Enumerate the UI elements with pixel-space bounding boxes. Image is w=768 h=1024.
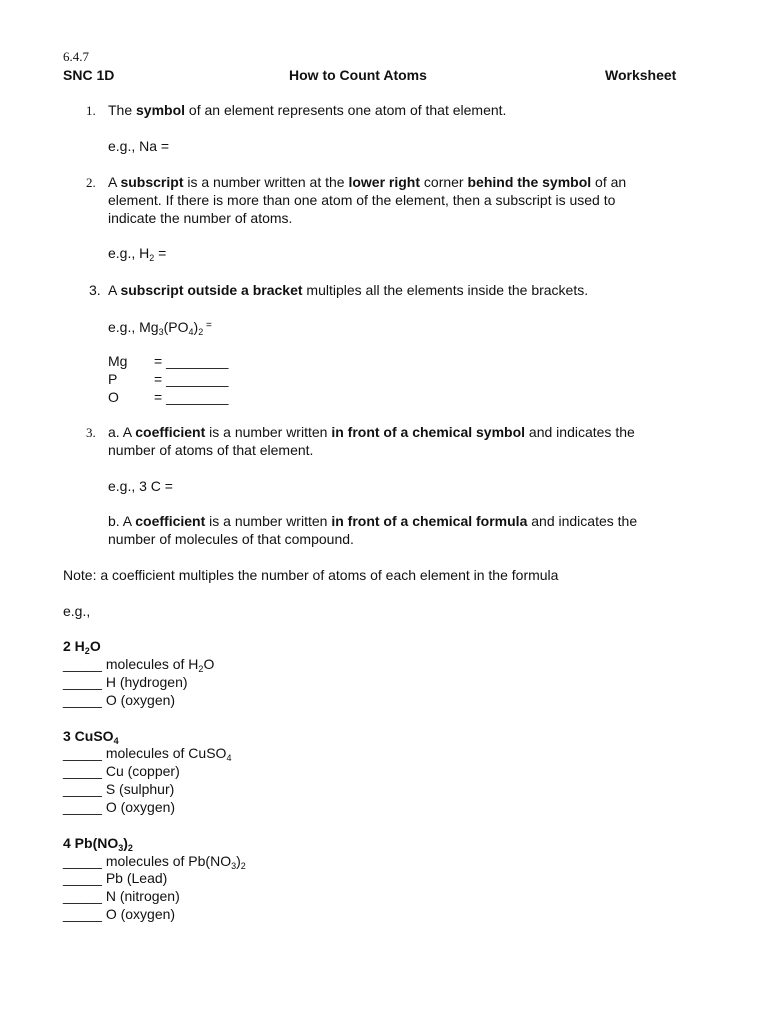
example-heading: 3 CuSO$_4$ xyxy=(63,728,119,746)
item-2-line-1: A subscript is a number written at the lower right corner behind the symbol of an xyxy=(108,174,627,190)
worksheet-code: 6.4.7 xyxy=(63,49,89,64)
note-text: Note: a coefficient multiples the number of atoms of each element in the formula xyxy=(63,567,559,583)
element-label: P xyxy=(108,371,118,387)
course-code: SNC 1D xyxy=(63,67,115,83)
item-4a-line-1: a. A coefficient is a number written in front of a chemical symbol and indicates the xyxy=(108,424,635,440)
answer-blank[interactable]: _____ xyxy=(63,870,102,886)
answer-blank[interactable]: _____ xyxy=(63,888,102,904)
item-4b-line-2: number of molecules of that compound. xyxy=(108,531,354,547)
item-number-4: 3. xyxy=(86,425,96,440)
item-number-2: 2. xyxy=(86,175,96,190)
item-3-example: e.g., $Mg_3(PO_4)_2$ = xyxy=(108,319,212,337)
molecules-line: _____ molecules of $H_2O$ xyxy=(63,656,215,674)
atom-count-line: _____ S (sulphur) xyxy=(63,781,175,797)
example-label: e.g., xyxy=(63,603,91,619)
item-2-line-3: indicate the number of atoms. xyxy=(108,210,293,226)
answer-blank[interactable]: = ________ xyxy=(154,353,229,369)
answer-blank[interactable]: _____ xyxy=(63,745,102,761)
atom-count-line: _____ Cu (copper) xyxy=(63,763,180,779)
answer-blank[interactable]: _____ xyxy=(63,853,102,869)
example-heading: 2 $H_2O$ xyxy=(63,638,101,656)
atom-count-line: _____ N (nitrogen) xyxy=(63,888,180,904)
item-number-3: 3. xyxy=(89,282,101,298)
answer-blank[interactable]: = ________ xyxy=(154,389,229,405)
item-1-example: e.g., Na = xyxy=(108,138,170,154)
item-4a-example: e.g., 3 C = xyxy=(108,478,173,494)
answer-blank[interactable]: _____ xyxy=(63,781,102,797)
molecules-line: _____ molecules of CuSO$_4$ xyxy=(63,745,232,763)
item-4a-line-2: number of atoms of that element. xyxy=(108,442,314,458)
answer-blank[interactable]: _____ xyxy=(63,656,102,672)
atom-count-line: _____ O (oxygen) xyxy=(63,692,176,708)
element-label: Mg xyxy=(108,353,128,369)
atom-count-line: _____ O (oxygen) xyxy=(63,799,176,815)
answer-blank[interactable]: _____ xyxy=(63,763,102,779)
item-3-text: A subscript outside a bracket multiples all the elements inside the brackets. xyxy=(108,282,589,298)
answer-blank[interactable]: _____ xyxy=(63,799,102,815)
answer-blank[interactable]: = ________ xyxy=(154,371,229,387)
answer-blank[interactable]: _____ xyxy=(63,906,102,922)
item-number-1: 1. xyxy=(86,103,96,118)
worksheet-title: How to Count Atoms xyxy=(289,67,427,83)
answer-blank[interactable]: _____ xyxy=(63,674,102,690)
molecules-line: _____ molecules of $Pb(NO_3)_2$ xyxy=(63,853,246,871)
atom-count-line: _____ Pb (Lead) xyxy=(63,870,168,886)
atom-count-line: _____ H (hydrogen) xyxy=(63,674,188,690)
example-heading: 4 $Pb(NO_3)_2$ xyxy=(63,835,133,853)
answer-blank[interactable]: _____ xyxy=(63,692,102,708)
item-2-example: e.g., $H_2$ = xyxy=(108,245,167,263)
worksheet-label: Worksheet xyxy=(605,67,677,83)
item-1-text: The symbol of an element represents one atom of that element. xyxy=(108,102,507,118)
element-label: O xyxy=(108,389,119,405)
atom-count-line: _____ O (oxygen) xyxy=(63,906,176,922)
item-4b-line-1: b. A coefficient is a number written in front of a chemical formula and indicates the xyxy=(108,513,638,529)
item-2-line-2: element. If there is more than one atom of the element, then a subscript is used to xyxy=(108,192,616,208)
